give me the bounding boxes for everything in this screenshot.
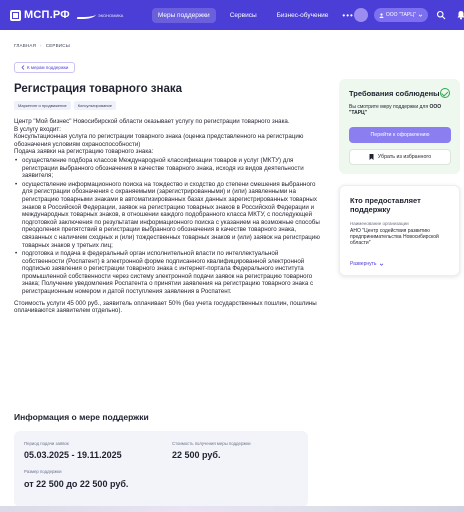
list-item: • осуществление информационного поиска на тождество и сходство до степени смешения выбранного для регистрации обозначения с охраняемыми (зарегистрированными) и (или) заявленными на регистрацию товарными знаками в автоматизированных базах данных зарегистрированных товарных знаков в Российской Федерации, заявок на регистрацию товарных знаков в Российской Федерации и международных товарных знаков, в отношении каждого подобранного класса МКТУ, с последующей подготовкой заключения по результатам информационного поиска с указанием на возможные способы преодоления препятствий в регистрации выбранного обозначения в качестве товарного знака, связанных с наличием сходных и (или) тождественных товарных знаков и (или) заявок на регистрацию товарных знаков у третьих лиц; (14, 181, 320, 249)
requirements-card (339, 79, 460, 174)
eco-swoosh-icon (76, 11, 97, 19)
avatar[interactable] (354, 8, 368, 22)
provider-value: АНО "Центр содействия развитию предпринимательства Новосибирской области" (350, 228, 439, 246)
person-icon (379, 13, 384, 18)
description-cost: Стоимость услуги 45 000 руб., заявитель оплачивает 50% (без учета государственных пошлин, пошлины оплачиваются заявителем отдельно). (14, 299, 317, 315)
check-circle-icon (440, 88, 450, 98)
tag-marketing[interactable]: Маркетинг и продвижение (14, 101, 71, 110)
nav-services[interactable]: Сервисы (229, 11, 257, 19)
back-to-measures-button[interactable] (14, 62, 75, 73)
back-button-label: К мерам поддержки (27, 65, 69, 70)
description-intro: Центр "Мой бизнес" Новосибирской области оказывает услугу по регистрации товарного знака. (14, 118, 290, 125)
requirements-text (349, 104, 453, 116)
provider-title: Кто предоставляет поддержку (350, 196, 421, 214)
info-section-title: Информация о мере поддержки (14, 412, 149, 422)
expand-provider-button[interactable] (350, 261, 384, 267)
nav-support-measures[interactable]: Меры поддержки (152, 8, 216, 23)
provider-card (339, 185, 460, 276)
cost-value: 22 500 руб. (172, 450, 221, 460)
header-actions (354, 8, 464, 22)
top-header (0, 0, 464, 30)
eco-text: ЭКОНОМИКА (97, 12, 124, 18)
page-title: Регистрация товарного знака (14, 83, 183, 95)
org-selector-label: ООО "ТАРЦ" (385, 12, 416, 18)
nav-business-education[interactable]: Бизнес-обучение (276, 11, 329, 19)
logo-icon (10, 10, 21, 21)
chevron-down-icon (379, 262, 384, 267)
requirements-org: ООО "ТАРЦ" (349, 104, 442, 116)
bell-icon (456, 10, 464, 20)
org-selector[interactable] (374, 8, 428, 22)
list-item: • осуществление подбора классов Международной классификации товаров и услуг (МКТУ) для регистрации выбранного обозначения в качестве товарного знака, исходя из видов деятельности заявителя; (14, 157, 320, 180)
bookmark-icon (369, 154, 374, 160)
chevron-down-icon (418, 13, 423, 18)
breadcrumb-separator: › (40, 43, 42, 48)
main-nav (152, 8, 354, 23)
tag-list (14, 101, 116, 110)
eco-logo[interactable] (78, 11, 138, 19)
remove-favorite-label: Убрать из избранного (377, 154, 432, 160)
breadcrumb-home[interactable]: ГЛАВНАЯ (14, 43, 37, 48)
period-value: 05.03.2025 - 19.11.2025 (24, 450, 122, 460)
more-menu-icon[interactable]: ••• (342, 10, 354, 20)
notifications-button[interactable] (454, 8, 464, 22)
expand-label: Развернуть (350, 261, 377, 267)
remove-favorite-button[interactable] (349, 149, 451, 165)
tag-consulting[interactable]: Консультирование (74, 101, 116, 110)
measure-description (14, 118, 320, 315)
logo-text: МСП.РФ (24, 9, 70, 21)
provider-label: Наименование организации (350, 221, 409, 226)
period-label: Период подачи заявок (24, 441, 69, 446)
description-includes: В услугу входит: (14, 125, 61, 133)
requirements-title: Требования соблюдены (349, 89, 440, 98)
description-filing: Подача заявки на регистрацию товарного знака: (14, 148, 154, 156)
requirements-text-prefix: Вы смотрите меру поддержки для (349, 104, 429, 110)
size-value: от 22 500 до 22 500 руб. (24, 479, 129, 489)
list-item: • подготовка и подача в федеральный орган исполнительной власти по интеллектуальной собственности (Роспатент) в электронной форме подписанного квалифицированной электронной подписью заявления о регистрации товарного знака с интернет-портала Федерального института промышленной собственности через систему электронной подачи заявок на регистрацию товарного знака; Получение уведомления Роспатента о принятии заявления на регистрацию товарного знака с регистрационным номером и датой поступления заявления в Роспатент. (14, 250, 320, 296)
breadcrumb-current[interactable]: СЕРВИСЫ (45, 43, 70, 48)
description-bullets (14, 157, 320, 296)
chevron-left-icon (21, 65, 25, 70)
apply-button[interactable]: Перейти к оформлению (349, 127, 451, 143)
cost-label: Стоимость получения меры поддержки (172, 441, 251, 446)
description-consult: Консультационная услуга по регистрации товарного знака (оценка представленного на регистрацию обозначения условиям охраноспособности) (14, 133, 304, 148)
breadcrumb (14, 43, 70, 48)
search-button[interactable] (434, 8, 448, 22)
search-icon (436, 10, 446, 20)
site-logo[interactable] (10, 9, 70, 21)
info-card (14, 431, 308, 507)
taskbar-strip (0, 506, 464, 512)
size-label: Размер поддержки (24, 469, 62, 474)
